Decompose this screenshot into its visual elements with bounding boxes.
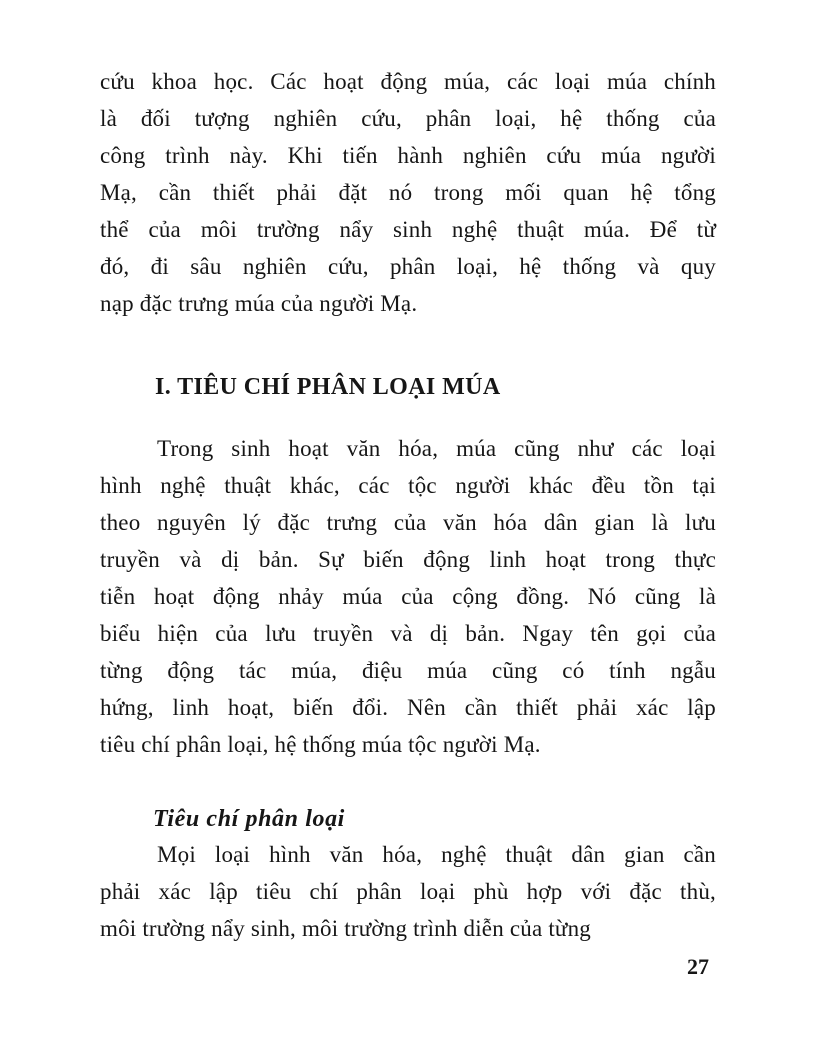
paragraph-3 [100,836,716,947]
text-line: môi trường nẩy sinh, môi trường trình diễn của từng [100,916,591,941]
text-line: là đối tượng nghiên cứu, phân loại, hệ thống của [100,106,716,131]
text-line: Trong sinh hoạt văn hóa, múa cũng như các loại [157,436,716,461]
text-line: tiêu chí phân loại, hệ thống múa tộc người Mạ. [100,732,541,757]
text-line: Mọi loại hình văn hóa, nghệ thuật dân gian cần [157,842,716,867]
text-line: truyền và dị bản. Sự biến động linh hoạt trong thực [100,547,716,572]
text-line: đó, đi sâu nghiên cứu, phân loại, hệ thống và quy [100,254,716,279]
text-line: từng động tác múa, điệu múa cũng có tính ngẫu [100,658,716,683]
paragraph-1 [100,63,716,322]
paragraph-2 [100,430,716,763]
text-line: biểu hiện của lưu truyền và dị bản. Ngay tên gọi của [100,621,716,646]
text-line: hứng, linh hoạt, biến đổi. Nên cần thiết phải xác lập [100,695,716,720]
text-line: nạp đặc trưng múa của người Mạ. [100,291,418,316]
text-line: công trình này. Khi tiến hành nghiên cứu múa người [100,143,716,168]
text-line: tiễn hoạt động nhảy múa của cộng đồng. Nó cũng là [100,584,716,609]
subsection-heading: Tiêu chí phân loại [153,806,345,832]
text-line: thể của môi trường nẩy sinh nghệ thuật múa. Để từ [100,217,716,242]
section-heading: I. TIÊU CHÍ PHÂN LOẠI MÚA [155,374,501,400]
text-line: theo nguyên lý đặc trưng của văn hóa dân gian là lưu [100,510,716,535]
text-line: phải xác lập tiêu chí phân loại phù hợp với đặc thù, [100,879,716,904]
text-line: Mạ, cần thiết phải đặt nó trong mối quan hệ tổng [100,180,716,205]
text-line: cứu khoa học. Các hoạt động múa, các loại múa chính [100,69,716,94]
page-number: 27 [687,954,709,979]
text-line: hình nghệ thuật khác, các tộc người khác đều tồn tại [100,473,716,498]
